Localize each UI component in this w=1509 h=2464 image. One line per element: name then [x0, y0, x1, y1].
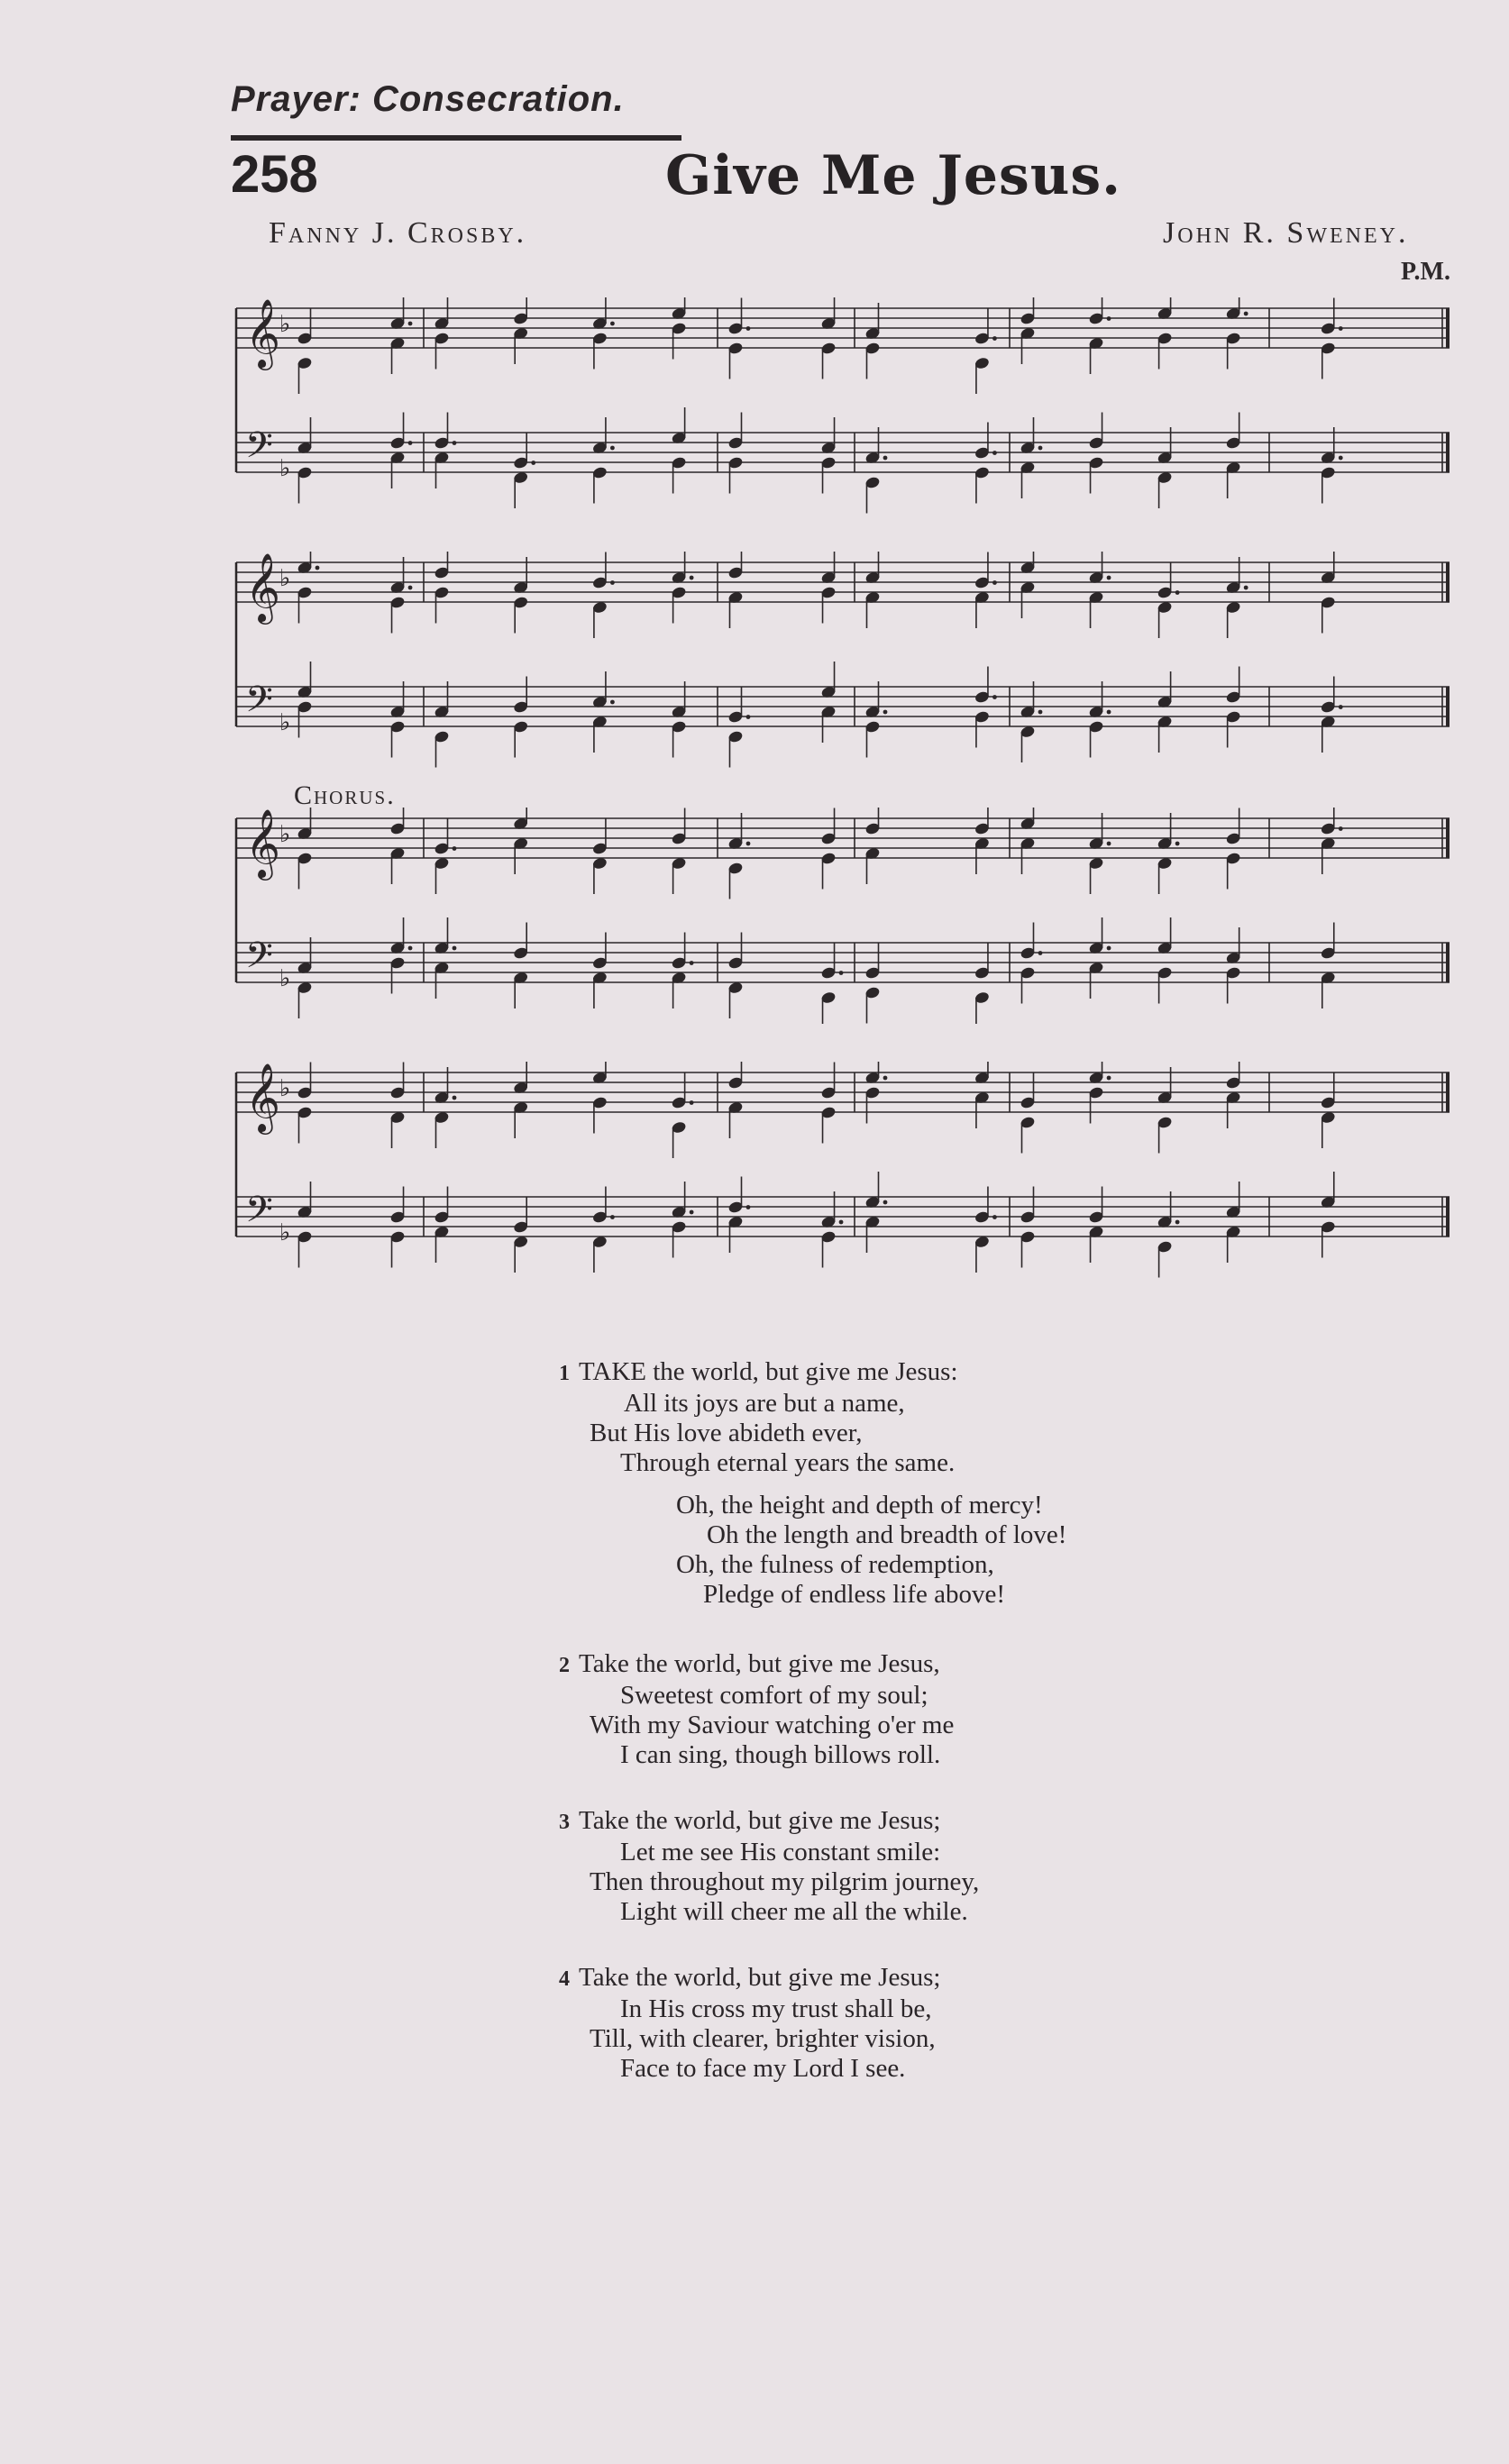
verse-line: Till, with clearer, brighter vision, — [590, 2024, 936, 2053]
bass-clef: 𝄢 — [245, 1189, 273, 1239]
dot — [883, 1200, 888, 1205]
verse-1 — [559, 1357, 958, 1478]
hymn-author: Fanny J. Crosby. — [269, 216, 527, 250]
bass-clef: 𝄢 — [245, 424, 273, 475]
dot — [883, 710, 888, 715]
dot — [408, 322, 413, 326]
dot — [610, 1215, 615, 1219]
dot — [453, 1096, 457, 1100]
verse-number: 2 — [559, 1654, 570, 1677]
chorus-line: Oh, the fulness of redemption, — [676, 1550, 994, 1579]
verse-line: Take the world, but give me Jesus; — [579, 1963, 941, 1992]
dot — [531, 461, 535, 465]
dot — [839, 1220, 844, 1225]
dot — [992, 451, 997, 455]
dot — [992, 580, 997, 585]
dot — [408, 946, 413, 951]
verse-line: TAKE the world, but give me Jesus: — [579, 1357, 958, 1386]
dot — [690, 961, 694, 965]
dot — [610, 322, 615, 326]
dot — [1175, 842, 1180, 846]
dot — [1107, 1076, 1111, 1081]
dot — [1244, 586, 1248, 590]
section-heading: Prayer: Consecration. — [231, 79, 625, 119]
verse-2 — [559, 1649, 954, 1770]
verse-line: All its joys are but a name, — [624, 1389, 905, 1418]
verse-line: Let me see His constant smile: — [620, 1838, 941, 1866]
dot — [746, 1205, 751, 1209]
dot — [992, 336, 997, 341]
music-system-1 — [233, 297, 1453, 514]
flat-sign: ♭ — [279, 565, 291, 591]
dot — [690, 1210, 694, 1215]
chorus-line: Oh the length and breadth of love! — [707, 1520, 1067, 1549]
dot — [1107, 946, 1111, 951]
dot — [1339, 826, 1343, 831]
bass-clef: 𝄢 — [245, 679, 273, 729]
treble-clef: 𝄞 — [245, 298, 281, 368]
dot — [1175, 590, 1180, 595]
music-system-3 — [233, 808, 1453, 1024]
hymn-title: Give Me Jesus. — [665, 144, 1122, 207]
flat-sign: ♭ — [279, 455, 291, 481]
dot — [1107, 842, 1111, 846]
verse-number: 4 — [559, 1967, 570, 1991]
dot — [316, 566, 320, 570]
dot — [610, 580, 615, 585]
dot — [690, 576, 694, 580]
flat-sign: ♭ — [279, 311, 291, 337]
dot — [992, 1215, 997, 1219]
section-rule — [231, 135, 681, 141]
verse-line: Take the world, but give me Jesus, — [579, 1649, 940, 1678]
verse-line: Light will cheer me all the while. — [620, 1897, 968, 1926]
verse-3 — [559, 1806, 979, 1927]
dot — [1107, 316, 1111, 321]
flat-sign: ♭ — [279, 821, 291, 847]
dot — [1339, 705, 1343, 709]
flat-sign: ♭ — [279, 965, 291, 991]
dot — [1175, 1220, 1180, 1225]
verse-number: 1 — [559, 1362, 570, 1385]
verse-line: With my Saviour watching o'er me — [590, 1711, 955, 1739]
verse-line: Face to face my Lord I see. — [620, 2054, 906, 2083]
dot — [746, 842, 751, 846]
verse-line: But His love abideth ever, — [590, 1419, 863, 1447]
dot — [746, 715, 751, 719]
dot — [1038, 710, 1043, 715]
music-system-2 — [233, 552, 1453, 768]
dot — [453, 946, 457, 951]
treble-clef: 𝄞 — [245, 552, 281, 622]
dot — [1107, 576, 1111, 580]
dot — [408, 586, 413, 590]
verse-line: I can sing, though billows roll. — [620, 1740, 941, 1769]
hymn-composer: John R. Sweney. — [1163, 216, 1409, 250]
dot — [453, 441, 457, 445]
hymn-meter: P.M. — [1401, 258, 1450, 286]
dot — [883, 456, 888, 461]
chorus-text — [676, 1491, 1066, 1610]
dot — [1339, 326, 1343, 331]
flat-sign: ♭ — [279, 1219, 291, 1246]
music-system-4 — [233, 1062, 1453, 1278]
dot — [1038, 446, 1043, 451]
dot — [1038, 951, 1043, 955]
dot — [1339, 456, 1343, 461]
verse-number: 3 — [559, 1811, 570, 1834]
treble-clef: 𝄞 — [245, 808, 281, 878]
chorus-line: Oh, the height and depth of mercy! — [676, 1491, 1043, 1519]
verse-line: Take the world, but give me Jesus; — [579, 1806, 941, 1835]
dot — [839, 971, 844, 975]
verse-line: Sweetest comfort of my soul; — [620, 1681, 928, 1710]
dot — [690, 1100, 694, 1105]
flat-sign: ♭ — [279, 709, 291, 735]
dot — [992, 695, 997, 699]
dot — [453, 846, 457, 851]
chorus-label: Chorus. — [294, 780, 396, 810]
verse-line: In His cross my trust shall be, — [620, 1994, 932, 2023]
dot — [883, 1076, 888, 1081]
verse-line: Through eternal years the same. — [620, 1448, 956, 1477]
dot — [746, 326, 751, 331]
verse-4 — [559, 1963, 940, 2084]
dot — [610, 700, 615, 705]
verse-line: Then throughout my pilgrim journey, — [590, 1867, 980, 1896]
treble-clef: 𝄞 — [245, 1063, 281, 1132]
dot — [1107, 710, 1111, 715]
dot — [1244, 312, 1248, 316]
dot — [408, 441, 413, 445]
hymn-number: 258 — [231, 145, 318, 204]
flat-sign: ♭ — [279, 1075, 291, 1101]
chorus-line: Pledge of endless life above! — [703, 1580, 1006, 1609]
bass-clef: 𝄢 — [245, 935, 273, 985]
dot — [610, 446, 615, 451]
